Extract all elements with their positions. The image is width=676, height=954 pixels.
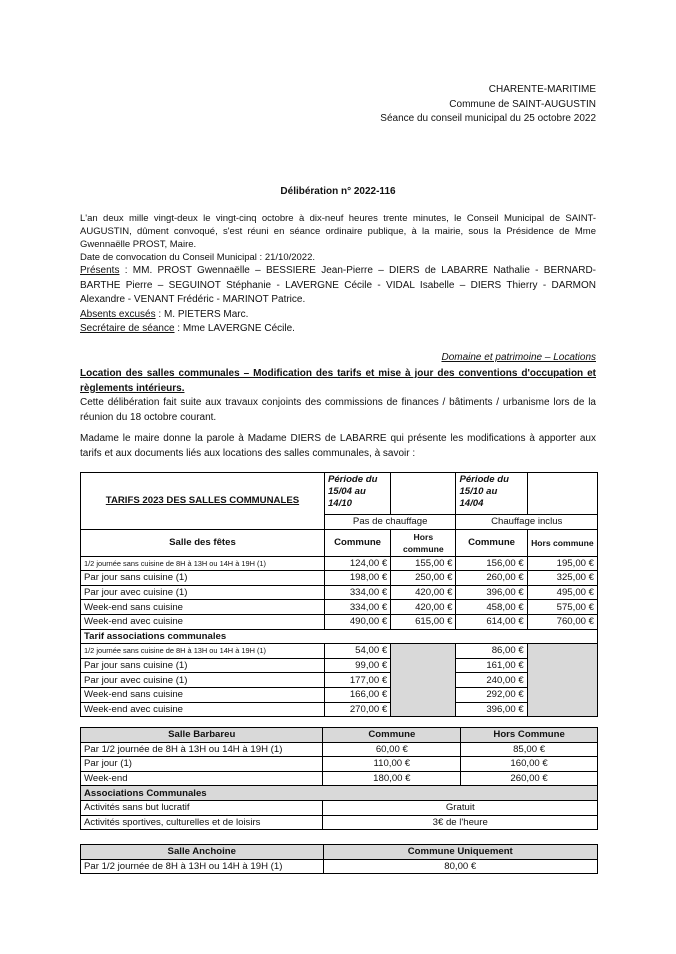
spacer xyxy=(80,425,596,432)
row-label: Par 1/2 journée de 8H à 13H ou 14H à 19H (1) xyxy=(81,742,323,757)
presents-label: Présents xyxy=(80,265,120,276)
price-cell: 396,00 € xyxy=(456,585,527,600)
price-cell: 161,00 € xyxy=(456,658,527,673)
table-row xyxy=(81,757,598,772)
row-label: Activités sans but lucratif xyxy=(81,800,323,815)
domaine-label: Domaine et patrimoine – Locations xyxy=(441,352,596,363)
row-label: Week-end sans cuisine xyxy=(81,600,325,615)
table-row xyxy=(81,687,598,702)
price-cell: 240,00 € xyxy=(456,673,527,688)
price-cell: 614,00 € xyxy=(456,614,527,629)
price-cell: 260,00 € xyxy=(456,571,527,586)
absents-text: : M. PIETERS Marc. xyxy=(155,308,249,320)
col-commune-header: Commune xyxy=(323,728,461,743)
price-cell: 177,00 € xyxy=(324,673,390,688)
price-cell: 458,00 € xyxy=(456,600,527,615)
row-label: Par jour avec cuisine (1) xyxy=(81,585,325,600)
row-label: Activités sportives, culturelles et de loisirs xyxy=(81,815,323,830)
row-label: Week-end avec cuisine xyxy=(81,614,325,629)
price-cell: 615,00 € xyxy=(391,614,456,629)
document-header xyxy=(380,83,596,127)
tarifs-salle-anchoine-table xyxy=(80,844,598,874)
price-cell: 270,00 € xyxy=(324,702,390,717)
tarifs-salle-des-fetes-table xyxy=(80,472,598,717)
secretaire-text: : Mme LAVERGNE Cécile. xyxy=(174,323,295,335)
col-commune-header: Commune xyxy=(324,529,390,556)
row-label: Week-end sans cuisine xyxy=(81,687,325,702)
price-cell: 760,00 € xyxy=(527,614,597,629)
price-cell: 198,00 € xyxy=(324,571,390,586)
heating-header: Chauffage inclus xyxy=(456,515,598,530)
price-cell: 85,00 € xyxy=(461,742,598,757)
table-row xyxy=(81,600,598,615)
price-cell: 495,00 € xyxy=(527,585,597,600)
price-cell: 396,00 € xyxy=(456,702,527,717)
empty-cell xyxy=(527,473,597,515)
row-label: Week-end xyxy=(81,771,323,786)
col-commune-header: Commune xyxy=(456,529,527,556)
table-row xyxy=(81,585,598,600)
table-row xyxy=(81,658,598,673)
intro-section xyxy=(80,212,596,337)
table-row xyxy=(81,702,598,717)
price-cell: 124,00 € xyxy=(324,556,390,571)
price-cell: 99,00 € xyxy=(324,658,390,673)
seance-date: Séance du conseil municipal du 25 octobre 2022 xyxy=(380,113,596,124)
subject-section xyxy=(80,367,596,462)
price-cell: 180,00 € xyxy=(323,771,461,786)
price-cell: 156,00 € xyxy=(456,556,527,571)
price-cell: Gratuit xyxy=(323,800,598,815)
shaded-cell xyxy=(391,644,456,717)
secretaire-label: Secrétaire de séance xyxy=(80,323,175,335)
price-cell: 80,00 € xyxy=(323,859,597,874)
price-cell: 420,00 € xyxy=(391,600,456,615)
row-label: Par jour sans cuisine (1) xyxy=(81,658,325,673)
price-cell: 250,00 € xyxy=(391,571,456,586)
period-1-header: Période du 15/04 au 14/10 xyxy=(324,473,390,515)
table-row xyxy=(81,644,598,659)
table-row xyxy=(81,771,598,786)
col-hors-commune-header: Hors commune xyxy=(527,529,597,556)
table-row xyxy=(81,815,598,830)
price-cell: 325,00 € xyxy=(527,571,597,586)
price-cell: 420,00 € xyxy=(391,585,456,600)
subject-title: Location des salles communales – Modification des tarifs et mise à jour des conventions d'occupation et règlements intérieurs. xyxy=(80,368,596,394)
col-hors-commune-header: Hors commune xyxy=(391,529,456,556)
anchoine-title: Salle Anchoine xyxy=(81,845,324,860)
assoc-section-header: Tarif associations communales xyxy=(81,629,598,644)
table-row xyxy=(81,742,598,757)
price-cell: 490,00 € xyxy=(324,614,390,629)
presents-text: : MM. PROST Gwennaëlle – BESSIERE Jean-Pierre – DIERS de LABARRE Nathalie - BERNARD-BARTHE Pierre – SEGUINOT Stéphanie - LAVERGNE Cécile - VIDAL Isabelle – DIERS Thierry - DARMON Alexandre - VENANT Frédéric - MARINOT Patrice. xyxy=(80,265,596,306)
price-cell: 334,00 € xyxy=(324,585,390,600)
tarifs-salle-barbareu-table xyxy=(80,727,598,830)
secretaire-paragraph xyxy=(80,322,596,337)
subject-paragraph-2: Madame le maire donne la parole à Madame DIERS de LABARRE qui présente les modifications à apporter aux tarifs et aux documents liés aux locations des salles communales, à savoir : xyxy=(80,433,596,459)
absents-paragraph xyxy=(80,308,596,323)
row-label: 1/2 journée sans cuisine de 8H à 13H ou 14H à 19H (1) xyxy=(81,644,325,659)
table-row xyxy=(81,571,598,586)
no-heating-header: Pas de chauffage xyxy=(324,515,456,530)
period-2-header: Période du 15/10 au 14/04 xyxy=(456,473,527,515)
price-cell: 195,00 € xyxy=(527,556,597,571)
section-salle-des-fetes: Salle des fêtes xyxy=(81,529,325,556)
presents-paragraph xyxy=(80,264,596,308)
table-row xyxy=(81,556,598,571)
col-hors-commune-header: Hors Commune xyxy=(461,728,598,743)
subject-paragraph-1: Cette délibération fait suite aux travaux conjoints des commissions de finances / bâtiments / urbanisme lors de la réunion du 18 octobre courant. xyxy=(80,397,596,423)
row-label: Par jour avec cuisine (1) xyxy=(81,673,325,688)
assoc-section-header: Associations Communales xyxy=(81,786,598,801)
table-row xyxy=(81,673,598,688)
deliberation-title: Délibération n° 2022-116 xyxy=(280,186,396,197)
intro-opening: L'an deux mille vingt-deux le vingt-cinq octobre à dix-neuf heures trente minutes, le Conseil Municipal de SAINT-AUGUSTIN, dûment convoqué, s'est réuni en séance ordinaire publique, à la mairie, sous la Présidence de Mme Gwennaëlle PROST, Maire. xyxy=(80,213,596,250)
price-cell: 3€ de l'heure xyxy=(323,815,598,830)
row-label: Par 1/2 journée de 8H à 13H ou 14H à 19H (1) xyxy=(81,859,324,874)
price-cell: 60,00 € xyxy=(323,742,461,757)
price-cell: 334,00 € xyxy=(324,600,390,615)
price-cell: 575,00 € xyxy=(527,600,597,615)
price-cell: 110,00 € xyxy=(323,757,461,772)
row-label: Week-end avec cuisine xyxy=(81,702,325,717)
barbareu-title: Salle Barbareu xyxy=(81,728,323,743)
price-cell: 54,00 € xyxy=(324,644,390,659)
commune: Commune de SAINT-AUGUSTIN xyxy=(449,98,596,110)
row-label: Par jour (1) xyxy=(81,757,323,772)
absents-label: Absents excusés xyxy=(80,308,156,320)
price-cell: 160,00 € xyxy=(461,757,598,772)
price-cell: 292,00 € xyxy=(456,687,527,702)
table-row xyxy=(81,859,598,874)
department: CHARENTE-MARITIME xyxy=(488,84,596,95)
tarifs-table-title: TARIFS 2023 DES SALLES COMMUNALES xyxy=(81,473,325,530)
empty-cell xyxy=(391,473,456,515)
price-cell: 86,00 € xyxy=(456,644,527,659)
price-cell: 155,00 € xyxy=(391,556,456,571)
col-commune-uniquement-header: Commune Uniquement xyxy=(323,845,597,860)
row-label: Par jour sans cuisine (1) xyxy=(81,571,325,586)
table-row xyxy=(81,614,598,629)
price-cell: 166,00 € xyxy=(324,687,390,702)
table-row xyxy=(81,800,598,815)
convocation-date: Date de convocation du Conseil Municipal : 21/10/2022. xyxy=(80,252,316,263)
shaded-cell xyxy=(527,644,597,717)
row-label: 1/2 journée sans cuisine de 8H à 13H ou 14H à 19H (1) xyxy=(81,556,325,571)
price-cell: 260,00 € xyxy=(461,771,598,786)
